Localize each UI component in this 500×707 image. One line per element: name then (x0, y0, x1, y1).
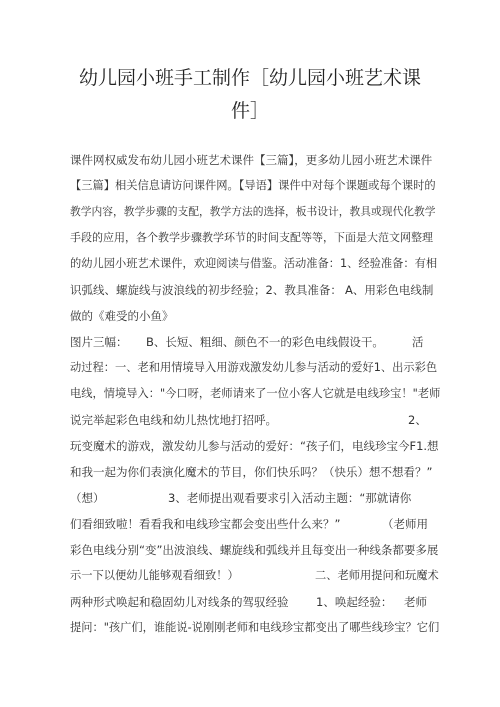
body-line (0, 177, 500, 195)
body-line (0, 593, 500, 611)
body-line (0, 203, 500, 221)
body-text-segment: 做的《难受的小鱼》 (70, 309, 174, 323)
body-line (0, 437, 500, 455)
body-line (0, 255, 500, 273)
body-text-segment: 们看细致啦！看看我和电线珍宝都会变出些什么来？” (70, 517, 341, 531)
body-text-segment: 2、 (408, 413, 427, 427)
body-line (0, 515, 500, 533)
body-text-segment: 手段的应用，各个教学步骤教学环节的时间支配等等，下面是大范文网整理 (70, 231, 433, 244)
body-line (0, 463, 500, 481)
body-text-segment: 【三篇】相关信息请访问课件网。【导语】课件中对每个课题或每个课时的 (70, 179, 436, 192)
body-line (0, 333, 500, 351)
body-line (0, 567, 500, 585)
body-text-segment: 3、老师提出观看要求引入活动主题：“那就请你 (168, 491, 412, 505)
body-line (0, 307, 500, 325)
body-line (0, 151, 500, 169)
body-line (0, 541, 500, 559)
document-title-line-1: 幼儿园小班手工制作［幼儿园小班艺术课 (78, 67, 421, 89)
body-text-segment: 彩色电线分别“变”出波浪线、螺旋线和弧线并且每变出一种线条都要多展 (70, 543, 439, 557)
body-text-segment: 图片三幅： (70, 335, 128, 349)
body-text-segment: 老师 (404, 595, 427, 609)
body-line (0, 359, 500, 377)
body-text-segment: A、用彩色电线制 (345, 283, 434, 297)
body-text-segment: 示一下以便幼儿能够观看细致！） (70, 569, 239, 582)
body-text-segment: 和我一起为你们表演化魔术的节目，你们快乐吗？（快乐）想不想看？” (70, 465, 433, 479)
body-line (0, 281, 500, 299)
body-text-segment: 说完举起彩色电线和幼儿热忱地打招呼。 (70, 413, 277, 427)
body-text-segment: （老师用 (382, 517, 428, 531)
body-line (0, 619, 500, 637)
body-line (0, 411, 500, 429)
body-text-segment: 电线，情境导入："今口呀，老师请来了一位小客人它就是电线珍宝！"老师 (70, 387, 441, 400)
body-text-segment: 玩变魔术的游戏，激发幼儿参与活动的爱好：“孩子们，电线珍宝今F1.想 (70, 439, 439, 453)
body-text-segment: 两种形式唤起和稳固幼儿对线条的驾驭经验 (70, 595, 289, 609)
body-text-segment: 课件网权威发布幼儿园小班艺术课件【三篇】，更多幼儿园小班艺术课件 (70, 153, 433, 167)
document-title-line-2: 件］ (230, 100, 269, 122)
body-text-segment: 教学内容，教学步骤的支配，教学方法的选择，板书设计，教具或现代化教学 (70, 205, 436, 218)
body-text-segment: 的幼儿园小班艺术课件，欢迎阅读与借鉴。活动准备：1、经验准备：有相 (70, 257, 438, 270)
body-text-segment: 提问："孩广们，谁能说-说刚刚老师和电线珍宝都变出了哪些线珍宝？它们 (70, 621, 440, 634)
body-text-segment: 动过程：一、老和用情境导入用游戏激发幼儿参与活动的爱好1、出示彩色 (70, 361, 438, 374)
body-line (0, 229, 500, 247)
body-line (0, 385, 500, 403)
body-text-segment: 1、唤起经验： (316, 595, 393, 609)
body-text-segment: 活 (412, 335, 424, 349)
body-text-segment: 二、老师用提问和玩魔术 (315, 569, 439, 582)
body-line (0, 489, 500, 507)
body-text-segment: （想） (70, 491, 105, 505)
body-text-segment: 识弧线、螺旋线与波浪线的初步经验；2、教具准备： (70, 283, 342, 297)
body-text-segment: B、长短、粗细、颜色不一的彩色电线假设干。 (146, 335, 384, 349)
